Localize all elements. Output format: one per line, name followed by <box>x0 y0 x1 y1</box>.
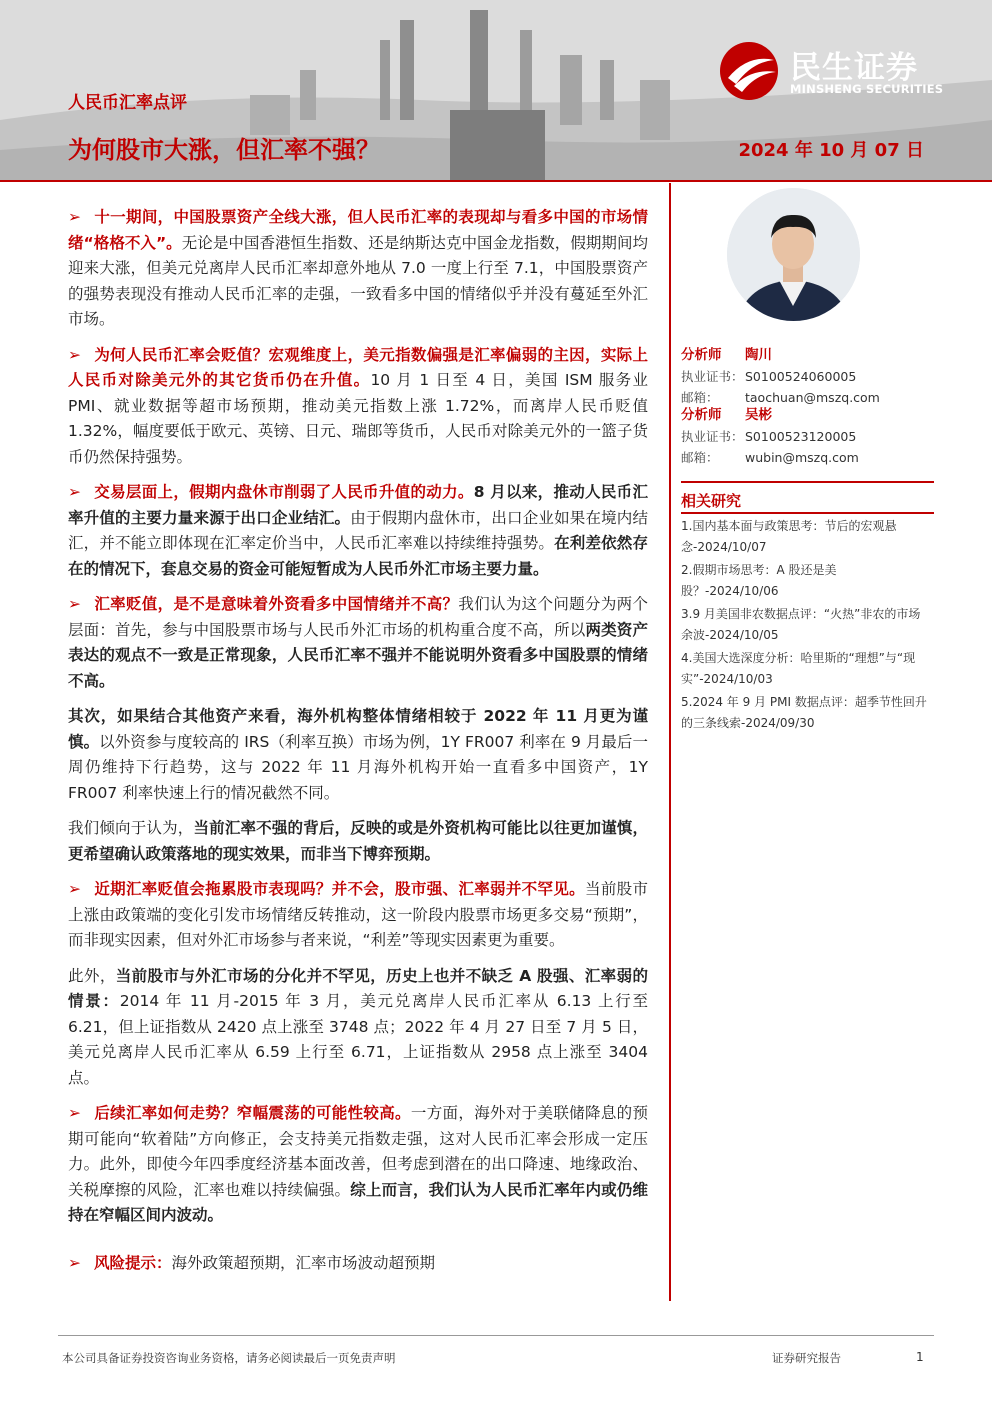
main-content <box>68 205 648 1280</box>
paragraph-4: ➢ 汇率贬值，是不是意味着外资看多中国情绪并不高？我们认为这个问题分为两个层面：首先，参与中国股票市场与人民币外汇市场的机构重合度不高，所以两类资产表达的观点不一致是正常现象，人民币汇率不强并不能说明外资看多中国股票的情绪不高。 <box>68 592 648 694</box>
paragraph-3: ➢ 交易层面上，假期内盘休市削弱了人民币升值的动力。8 月以来，推动人民币汇率升值的主要力量来源于出口企业结汇。由于假期内盘休市，出口企业如果在境内结汇，并不能立即体现在汇率定价当中，人民币汇率难以持续维持强势。在利差依然存在的情况下，套息交易的资金可能短暂成为人民币外汇市场主要力量。 <box>68 480 648 582</box>
paragraph-2: ➢ 为何人民币汇率会贬值？宏观维度上，美元指数偏强是汇率偏弱的主因，实际上人民币对除美元外的其它货币仍在升值。10 月 1 日至 4 日，美国 ISM 服务业 PMI、就业数据等超市场预期，推动美元指数上涨 1.72%，而离岸人民币贬值 1.32%，幅度要低于欧元、英镑、日元、瑞郎等货币，人民币对除美元外的一篮子货币仍然保持强势。 <box>68 343 648 471</box>
paragraph-8: 此外，当前股市与外汇市场的分化并不罕见，历史上也并不缺乏 A 股强、汇率弱的情景：2014 年 11 月-2015 年 3 月，美元兑离岸人民币汇率从 6.13 上行至 6.21，但上证指数从 2420 点上涨至 3748 点；2022 年 4 月 27 日至 7 月 5 日，美元兑离岸人民币汇率从 6.59 上行至 6.71，上证指数从 2958 点上涨至 3404 点。 <box>68 966 648 1087</box>
header-banner <box>0 0 992 182</box>
bullet-arrow-icon: ➢ <box>68 208 81 226</box>
related-item[interactable]: 3.9 月美国非农数据点评：“火热”非农的市场余波-2024/10/05 <box>681 607 921 642</box>
related-item[interactable]: 5.2024 年 9 月 PMI 数据点评：超季节性回升的三条线索-2024/09/30 <box>681 695 927 730</box>
bullet-arrow-icon: ➢ <box>68 483 81 501</box>
analyst-2: 分析师 吴彬 执业证书：S0100523120005 邮箱： wubin@mszq.com <box>681 407 859 465</box>
company-logo <box>718 40 968 102</box>
page-number: 1 <box>916 1350 924 1364</box>
report-category: 人民币汇率点评 <box>68 93 187 113</box>
analyst-photo-icon <box>727 188 860 321</box>
bullet-arrow-icon: ➢ <box>68 345 81 364</box>
bullet-arrow-icon: ➢ <box>68 1104 81 1122</box>
report-title: 为何股市大涨，但汇率不强？ <box>68 136 380 164</box>
header-divider <box>0 180 992 182</box>
analyst-avatar <box>727 188 860 321</box>
related-research-list <box>681 516 931 736</box>
related-divider <box>681 512 934 514</box>
related-item[interactable]: 2.假期市场思考：A 股还是美股？-2024/10/06 <box>681 563 837 598</box>
footer-disclaimer: 本公司具备证券投资咨询业务资格，请务必阅读最后一页免责声明 <box>62 1351 396 1365</box>
paragraph-7: ➢ 近期汇率贬值会拖累股市表现吗？并不会，股市强、汇率弱并不罕见。当前股市上涨由政策端的变化引发市场情绪反转推动，这一阶段内股票市场更多交易“预期”，而非现实因素，但对外汇市场参与者来说，“利差”等现实因素更为重要。 <box>68 877 648 954</box>
analyst-1: 分析师 陶川 执业证书：S0100524060005 邮箱： taochuan@mszq.com <box>681 347 880 405</box>
related-item[interactable]: 1.国内基本面与政策思考：节后的宏观悬念-2024/10/07 <box>681 519 897 554</box>
paragraph-1: ➢ 十一期间，中国股票资产全线大涨，但人民币汇率的表现却与看多中国的市场情绪“格格不入”。无论是中国香港恒生指数、还是纳斯达克中国金龙指数，假期期间均迎来大涨，但美元兑离岸人民币汇率却意外地从 7.0 一度上行至 7.1，中国股票资产的强势表现没有推动人民币汇率的走强，一致看多中国的情绪似乎并没有蔓延至外汇市场。 <box>68 205 648 333</box>
minsheng-logo-icon <box>718 40 784 102</box>
bullet-arrow-icon: ➢ <box>68 1253 81 1272</box>
related-item[interactable]: 4.美国大选深度分析：哈里斯的“理想”与“现实”-2024/10/03 <box>681 651 916 686</box>
analyst-1-email[interactable]: taochuan@mszq.com <box>745 390 880 405</box>
paragraph-9: ➢ 后续汇率如何走势？窄幅震荡的可能性较高。一方面，海外对于美联储降息的预期可能向“软着陆”方向修正，会支持美元指数走强，这对人民币汇率会形成一定压力。此外，即使今年四季度经济基本面改善，但考虑到潜在的出口降速、地缘政治、关税摩擦的风险，汇率也难以持续偏强。综上而言，我们认为人民币汇率年内或仍维持在窄幅区间内波动。 <box>68 1101 648 1229</box>
paragraph-6: 我们倾向于认为，当前汇率不强的背后，反映的或是外资机构可能比以往更加谨慎，更希望确认政策落地的现实效果，而非当下博弈预期。 <box>68 819 648 863</box>
logo-en-text: MINSHENG SECURITIES <box>790 82 944 96</box>
footer-report-type: 证券研究报告 <box>772 1351 841 1365</box>
analyst-2-email[interactable]: wubin@mszq.com <box>745 450 859 465</box>
report-date: 2024 年 10 月 07 日 <box>738 140 924 161</box>
footer-divider <box>58 1335 934 1336</box>
risk-warning: ➢ 风险提示：海外政策超预期，汇率市场波动超预期 <box>68 1251 648 1277</box>
related-research-title: 相关研究 <box>681 492 742 510</box>
paragraph-5: 其次，如果结合其他资产来看，海外机构整体情绪相较于 2022 年 11 月更为谨慎。以外资参与度较高的 IRS（利率互换）市场为例，1Y FR007 利率在 9 月最后一周仍维持下行趋势，这与 2022 年 11 月海外机构开始一直看多中国资产，1Y FR007 利率快速上行的情况截然不同。 <box>68 707 648 802</box>
related-top-divider <box>681 481 934 483</box>
bullet-arrow-icon: ➢ <box>68 880 81 898</box>
bullet-arrow-icon: ➢ <box>68 595 81 613</box>
logo-cn-text: 民生证券 <box>790 50 918 86</box>
column-divider <box>669 183 671 1301</box>
